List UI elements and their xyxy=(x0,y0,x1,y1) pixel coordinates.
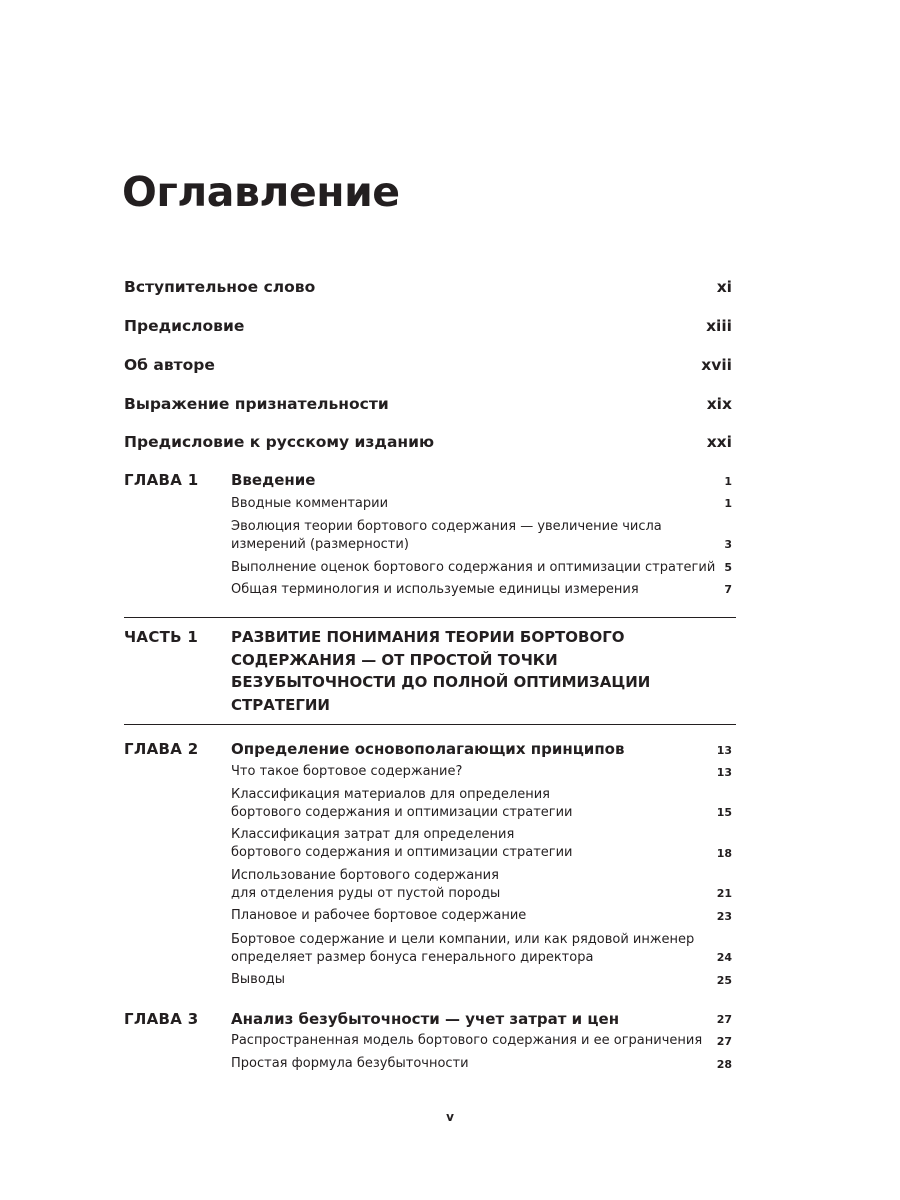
divider xyxy=(124,724,736,725)
chapter-page: 13 xyxy=(716,744,732,757)
part-title-line: БЕЗУБЫТОЧНОСТИ ДО ПОЛНОЙ ОПТИМИЗАЦИИ xyxy=(231,673,651,691)
toc-section[interactable]: Общая терминология и используемые единицы измерения xyxy=(231,582,639,597)
toc-section[interactable] xyxy=(231,786,701,822)
divider xyxy=(124,617,736,618)
toc-section-line: бортового содержания и оптимизации стратегии xyxy=(231,845,573,860)
toc-section[interactable] xyxy=(231,518,701,554)
chapter-label: ГЛАВА 3 xyxy=(124,1010,199,1028)
toc-section-page: 3 xyxy=(724,538,732,551)
toc-section-page: 23 xyxy=(716,910,732,923)
page-number: v xyxy=(446,1110,454,1124)
toc-section-line: определяет размер бонуса генерального директора xyxy=(231,950,594,965)
toc-section-page: 5 xyxy=(724,561,732,574)
page-title: Оглавление xyxy=(122,168,400,216)
toc-section[interactable]: Выполнение оценок бортового содержания и оптимизации стратегий xyxy=(231,560,716,575)
toc-entry[interactable] xyxy=(124,395,732,413)
toc-section-page: 21 xyxy=(716,887,732,900)
toc-section-page: 18 xyxy=(716,847,732,860)
toc-entry-page: xiii xyxy=(706,317,732,335)
toc-entry-label: Выражение признательности xyxy=(124,395,389,413)
toc-entry-label: Предисловие xyxy=(124,317,245,335)
toc-section[interactable] xyxy=(231,826,701,862)
toc-section[interactable]: Вводные комментарии xyxy=(231,496,389,511)
chapter-page: 27 xyxy=(716,1013,732,1026)
toc-entry-page: xxi xyxy=(706,433,732,451)
toc-entry-label: Вступительное слово xyxy=(124,278,316,296)
toc-entry[interactable] xyxy=(124,356,732,374)
toc-section[interactable] xyxy=(231,931,701,967)
chapter-title[interactable]: Введение xyxy=(231,471,316,489)
toc-section-line: Использование бортового содержания xyxy=(231,868,499,883)
toc-section-page: 1 xyxy=(724,497,732,510)
toc-section[interactable]: Распространенная модель бортового содержания и ее ограничения xyxy=(231,1033,703,1048)
part-label: ЧАСТЬ 1 xyxy=(124,628,199,646)
toc-section-line: Эволюция теории бортового содержания — увеличение числа xyxy=(231,519,662,534)
toc-section[interactable]: Что такое бортовое содержание? xyxy=(231,764,463,779)
toc-section-page: 25 xyxy=(716,974,732,987)
toc-section-line: Классификация затрат для определения xyxy=(231,827,515,842)
toc-section-line: для отделения руды от пустой породы xyxy=(231,886,501,901)
part-title-line: РАЗВИТИЕ ПОНИМАНИЯ ТЕОРИИ БОРТОВОГО xyxy=(231,628,625,646)
toc-section-page: 15 xyxy=(716,806,732,819)
chapter-label: ГЛАВА 1 xyxy=(124,471,199,489)
toc-entry-label: Предисловие к русскому изданию xyxy=(124,433,435,451)
toc-section-line: Классификация материалов для определения xyxy=(231,787,550,802)
toc-section-line: измерений (размерности) xyxy=(231,537,409,552)
toc-section-page: 13 xyxy=(716,766,732,779)
toc-section[interactable]: Простая формула безубыточности xyxy=(231,1056,469,1071)
toc-entry[interactable] xyxy=(124,278,732,296)
toc-entry-page: xvii xyxy=(701,356,732,374)
toc-entry[interactable] xyxy=(124,433,732,451)
part-title[interactable] xyxy=(231,626,701,716)
toc-section[interactable] xyxy=(231,867,701,903)
toc-entry[interactable] xyxy=(124,317,732,335)
toc-section-page: 7 xyxy=(724,583,732,596)
chapter-title[interactable]: Анализ безубыточности — учет затрат и цен xyxy=(231,1010,620,1028)
chapter-label: ГЛАВА 2 xyxy=(124,740,199,758)
chapter-page: 1 xyxy=(724,475,732,488)
toc-section-page: 28 xyxy=(716,1058,732,1071)
toc-section-page: 27 xyxy=(716,1035,732,1048)
toc-section[interactable]: Выводы xyxy=(231,972,286,987)
toc-section-page: 24 xyxy=(716,951,732,964)
chapter-title[interactable]: Определение основополагающих принципов xyxy=(231,740,625,758)
toc-entry-page: xix xyxy=(706,395,732,413)
toc-section[interactable]: Плановое и рабочее бортовое содержание xyxy=(231,908,527,923)
part-title-line: СТРАТЕГИИ xyxy=(231,695,330,714)
toc-section-line: бортового содержания и оптимизации стратегии xyxy=(231,805,573,820)
part-title-line: СОДЕРЖАНИЯ — ОТ ПРОСТОЙ ТОЧКИ xyxy=(231,650,558,669)
toc-section-line: Бортовое содержание и цели компании, или как рядовой инженер xyxy=(231,932,695,947)
toc-entry-label: Об авторе xyxy=(124,356,215,374)
toc-entry-page: xi xyxy=(716,278,732,296)
